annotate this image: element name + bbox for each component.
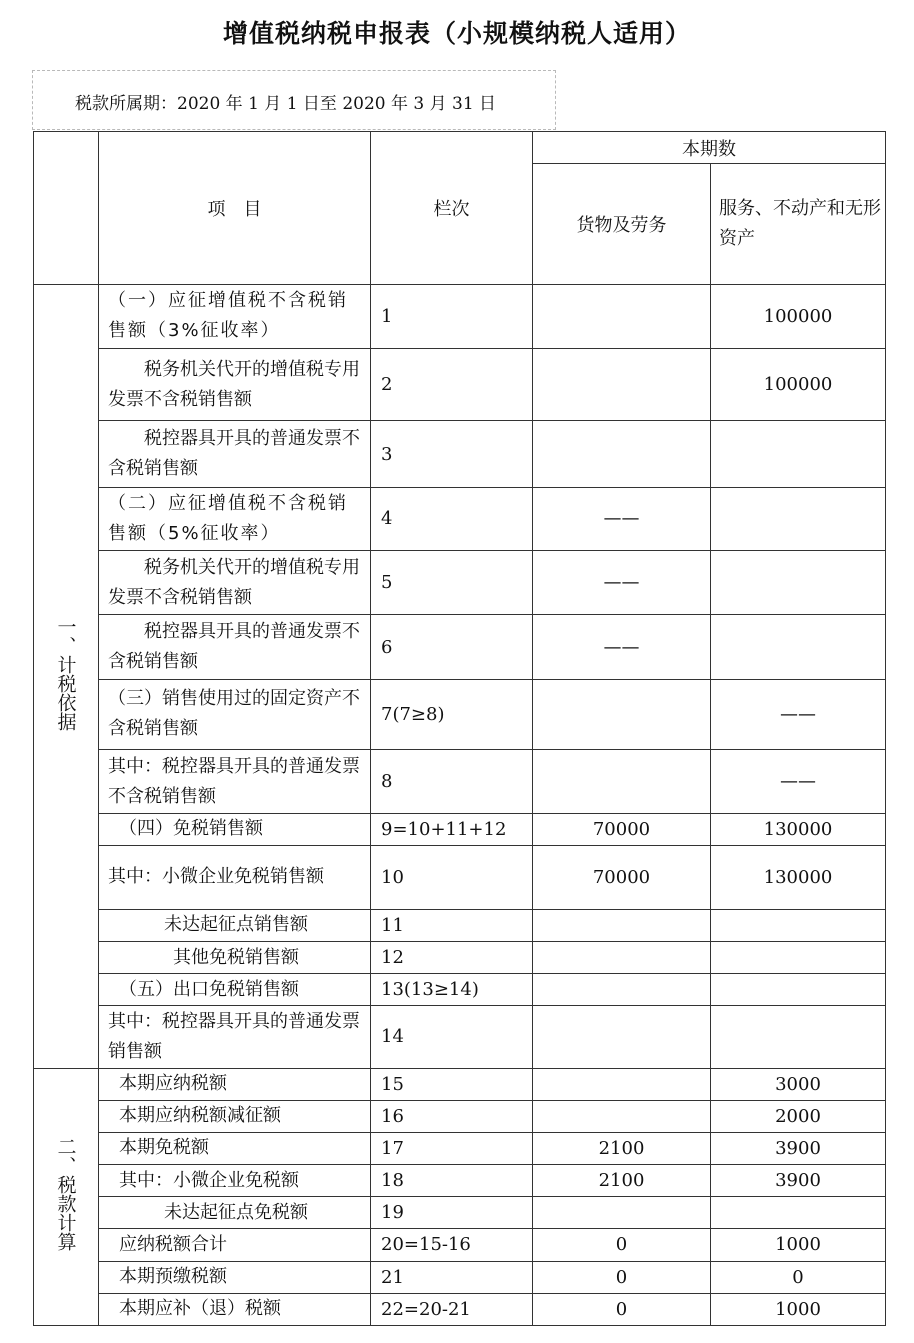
row-goods-value	[533, 1068, 711, 1100]
row-label: 本期应纳税额减征额	[99, 1100, 371, 1132]
row-column-no: 19	[371, 1197, 533, 1229]
tax-period: 税款所属期：2020 年 1 月 1 日至 2020 年 3 月 31 日	[75, 94, 497, 114]
table-row	[34, 1132, 886, 1164]
table-row	[34, 1100, 886, 1132]
form-title: 增值税纳税申报表（小规模纳税人适用）	[222, 19, 691, 48]
row-services-value: ——	[711, 679, 886, 749]
header-current-period: 本期数	[533, 132, 886, 164]
table-row	[34, 941, 886, 973]
row-column-no: 17	[371, 1132, 533, 1164]
row-label: （五）出口免税销售额	[99, 974, 371, 1006]
row-label: 本期免税额	[99, 1132, 371, 1164]
row-column-no: 2	[371, 349, 533, 421]
vat-return-table	[33, 131, 886, 1326]
header-item: 项 目	[99, 132, 371, 285]
section-calc-label: 二、税款计算	[54, 1137, 77, 1252]
row-goods-value	[533, 974, 711, 1006]
row-services-value: 130000	[711, 845, 886, 909]
row-label: 税务机关代开的增值税专用发票不含税销售额	[99, 349, 371, 421]
header-row	[34, 132, 886, 164]
header-column-no: 栏次	[371, 132, 533, 285]
table-row	[34, 551, 886, 615]
row-services-value	[711, 909, 886, 941]
row-label: 本期预缴税额	[99, 1261, 371, 1293]
row-services-value	[711, 487, 886, 550]
row-column-no: 5	[371, 551, 533, 615]
row-goods-value: ——	[533, 615, 711, 679]
row-column-no: 9=10+11+12	[371, 814, 533, 845]
row-goods-value: 70000	[533, 814, 711, 845]
row-goods-value: 70000	[533, 845, 711, 909]
row-services-value: 100000	[711, 349, 886, 421]
row-label: 未达起征点销售额	[99, 909, 371, 941]
table-row	[34, 1261, 886, 1293]
row-column-no: 13(13≥14)	[371, 974, 533, 1006]
row-goods-value: 0	[533, 1229, 711, 1261]
row-label: 本期应纳税额	[99, 1068, 371, 1100]
row-goods-value	[533, 909, 711, 941]
row-column-no: 3	[371, 421, 533, 487]
row-goods-value: ——	[533, 551, 711, 615]
row-column-no: 7(7≥8)	[371, 679, 533, 749]
row-services-value: 3000	[711, 1068, 886, 1100]
row-services-value: 1000	[711, 1229, 886, 1261]
row-label: 税务机关代开的增值税专用发票不含税销售额	[99, 551, 371, 615]
row-column-no: 12	[371, 941, 533, 973]
row-label: （三）销售使用过的固定资产不含税销售额	[99, 679, 371, 749]
row-column-no: 18	[371, 1165, 533, 1197]
row-label: 其中：小微企业免税销售额	[99, 845, 371, 909]
row-services-value: 3900	[711, 1132, 886, 1164]
row-column-no: 22=20-21	[371, 1293, 533, 1325]
row-column-no: 20=15-16	[371, 1229, 533, 1261]
row-column-no: 16	[371, 1100, 533, 1132]
row-services-value	[711, 941, 886, 973]
row-services-value: 1000	[711, 1293, 886, 1325]
table-row	[34, 1165, 886, 1197]
section-calc	[34, 1068, 99, 1325]
table-row	[34, 487, 886, 550]
table-row	[34, 1197, 886, 1229]
row-goods-value	[533, 284, 711, 348]
row-goods-value	[533, 750, 711, 814]
row-services-value	[711, 615, 886, 679]
table-row	[34, 814, 886, 845]
row-label: 税控器具开具的普通发票不含税销售额	[99, 615, 371, 679]
row-services-value: 0	[711, 1261, 886, 1293]
row-label: （四）免税销售额	[99, 814, 371, 845]
row-column-no: 21	[371, 1261, 533, 1293]
header-goods: 货物及劳务	[533, 164, 711, 285]
table-row	[34, 1068, 886, 1100]
header-services: 服务、不动产和无形资产	[711, 164, 886, 285]
row-services-value	[711, 421, 886, 487]
table-row	[34, 284, 886, 348]
row-goods-value	[533, 1197, 711, 1229]
row-goods-value	[533, 679, 711, 749]
row-column-no: 11	[371, 909, 533, 941]
table-row	[34, 845, 886, 909]
table-row	[34, 349, 886, 421]
row-label: 本期应补（退）税额	[99, 1293, 371, 1325]
row-column-no: 15	[371, 1068, 533, 1100]
row-services-value: 130000	[711, 814, 886, 845]
row-goods-value	[533, 349, 711, 421]
row-goods-value: 2100	[533, 1165, 711, 1197]
row-goods-value	[533, 1100, 711, 1132]
row-label: 税控器具开具的普通发票不含税销售额	[99, 421, 371, 487]
header-section-cell	[34, 132, 99, 285]
row-services-value: ——	[711, 750, 886, 814]
row-column-no: 6	[371, 615, 533, 679]
row-column-no: 8	[371, 750, 533, 814]
section-basis-label: 一、计税依据	[54, 616, 77, 731]
row-label: 其中：税控器具开具的普通发票不含税销售额	[99, 750, 371, 814]
table-row	[34, 679, 886, 749]
row-label: （二）应征增值税不含税销售额（5%征收率）	[99, 487, 371, 550]
row-column-no: 10	[371, 845, 533, 909]
row-label: 其中：小微企业免税额	[99, 1165, 371, 1197]
table-row	[34, 1006, 886, 1068]
row-label: 未达起征点免税额	[99, 1197, 371, 1229]
row-services-value: 2000	[711, 1100, 886, 1132]
row-goods-value	[533, 1006, 711, 1068]
row-column-no: 1	[371, 284, 533, 348]
row-goods-value: ——	[533, 487, 711, 550]
row-services-value: 100000	[711, 284, 886, 348]
row-services-value	[711, 1006, 886, 1068]
table-row	[34, 974, 886, 1006]
row-goods-value	[533, 421, 711, 487]
row-goods-value: 0	[533, 1293, 711, 1325]
row-services-value: 3900	[711, 1165, 886, 1197]
row-label: 应纳税额合计	[99, 1229, 371, 1261]
row-services-value	[711, 551, 886, 615]
row-label: 其他免税销售额	[99, 941, 371, 973]
row-column-no: 4	[371, 487, 533, 550]
row-column-no: 14	[371, 1006, 533, 1068]
row-goods-value	[533, 941, 711, 973]
row-services-value	[711, 1197, 886, 1229]
row-label: 其中：税控器具开具的普通发票销售额	[99, 1006, 371, 1068]
table-row	[34, 615, 886, 679]
row-services-value	[711, 974, 886, 1006]
section-basis	[34, 284, 99, 1068]
row-label: （一）应征增值税不含税销售额（3%征收率）	[99, 284, 371, 348]
row-goods-value: 2100	[533, 1132, 711, 1164]
row-goods-value: 0	[533, 1261, 711, 1293]
table-row	[34, 909, 886, 941]
table-row	[34, 1293, 886, 1325]
table-row	[34, 421, 886, 487]
table-row	[34, 750, 886, 814]
table-row	[34, 1229, 886, 1261]
